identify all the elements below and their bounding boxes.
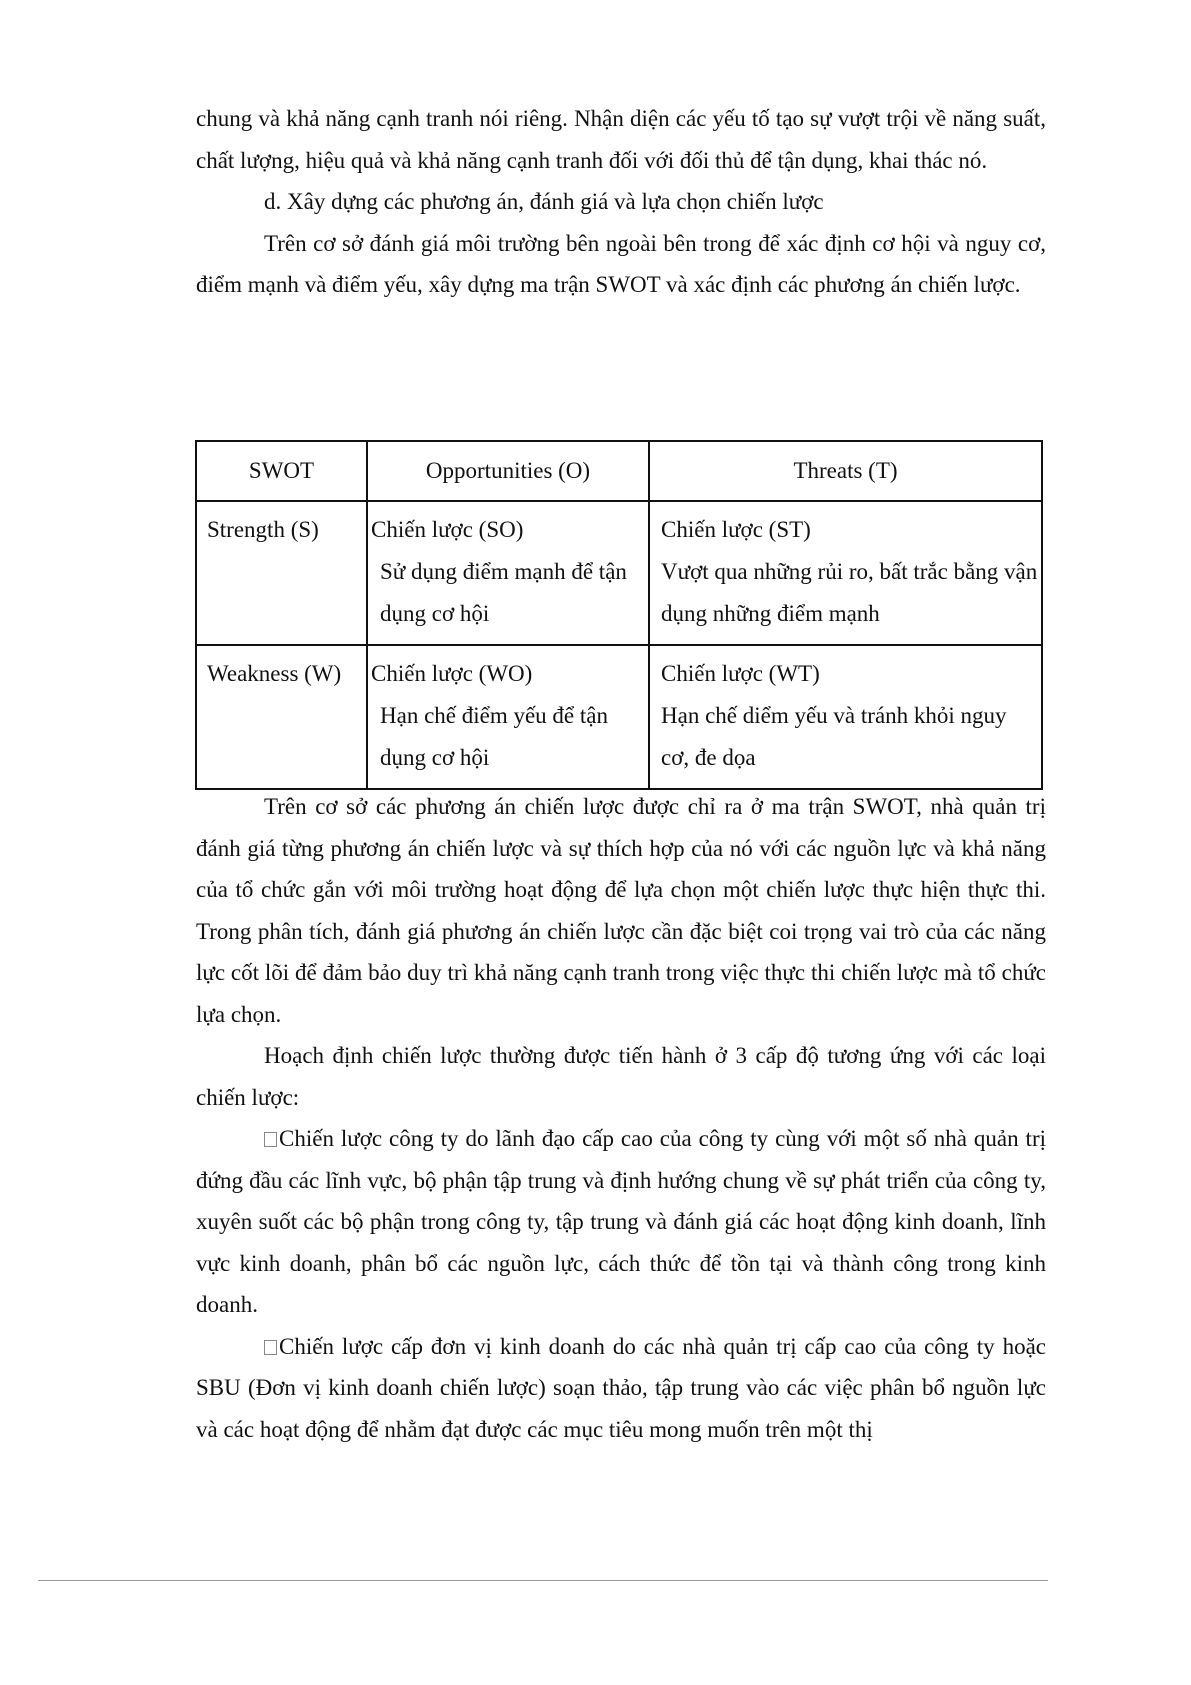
row-label: Strength (S) [207, 517, 319, 542]
swot-header-threats: Threats (T) [649, 441, 1042, 501]
strategy-description: Vượt qua những rủi ro, bất trắc bằng vận dụng những điểm mạnh [661, 559, 1038, 626]
swot-cell-weakness-label [196, 645, 367, 789]
intro-paragraph: chung và khả năng cạnh tranh nói riêng. Nhận diện các yếu tố tạo sự vượt trội về năng suất, chất lượng, hiệu quả và khả năng cạnh tranh đối với đối thủ để tận dụng, khai thác nó. [196, 106, 1046, 173]
body-paragraph-2: Hoạch định chiến lược thường được tiến hành ở 3 cấp độ tương ứng với các loại chiến lược: [196, 1043, 1046, 1110]
bullet-item-2 [196, 1326, 1046, 1451]
swot-cell-strength-label [196, 501, 367, 645]
swot-cell-st [649, 501, 1042, 645]
strategy-title: Chiến lược (ST) [661, 517, 811, 542]
section-d-heading: d. Xây dựng các phương án, đánh giá và lựa chọn chiến lược [264, 189, 824, 214]
footer-divider [38, 1580, 1048, 1581]
strategy-description: Hạn chế diểm yếu và tránh khỏi nguy cơ, đe dọa [661, 703, 1007, 770]
section-d-paragraph: Trên cơ sở đánh giá môi trường bên ngoài bên trong để xác định cơ hội và nguy cơ, điểm mạnh và điểm yếu, xây dựng ma trận SWOT và xác định các phương án chiến lược. [196, 230, 1046, 297]
bullet-text: Chiến lược cấp đơn vị kinh doanh do các nhà quản trị cấp cao của công ty hoặc SBU (Đơn vị kinh doanh chiến lược) soạn thảo, tập trung vào các việc phân bổ nguồn lực và các hoạt động để nhằm đạt được các mục tiêu mong muốn trên một thị [196, 1333, 1046, 1442]
swot-row-strength [196, 501, 1042, 645]
bullet-item-1 [196, 1118, 1046, 1326]
row-label: Weakness (W) [207, 661, 342, 686]
swot-cell-wt [649, 645, 1042, 789]
strategy-title: Chiến lược (WT) [661, 661, 820, 686]
strategy-description: Sử dụng điểm mạnh để tận dụng cơ hội [380, 559, 627, 626]
swot-matrix-table [195, 440, 1043, 790]
bullet-box-icon [264, 1132, 277, 1147]
body-paragraph-1: Trên cơ sở các phương án chiến lược được chỉ ra ở ma trận SWOT, nhà quản trị đánh giá từng phương án chiến lược và sự thích hợp của nó với các nguồn lực và khả năng của tổ chức gắn với môi trường hoạt động để lựa chọn một chiến lược thực hiện thực thi. Trong phân tích, đánh giá phương án chiến lược cần đặc biệt coi trọng vai trò của các năng lực cốt lõi để đảm bảo duy trì khả năng cạnh tranh trong việc thực thi chiến lược mà tổ chức lựa chọn. [196, 794, 1046, 1027]
intro-block [196, 98, 1046, 306]
swot-cell-so [367, 501, 649, 645]
body-block [196, 786, 1046, 1450]
swot-header-row [196, 441, 1042, 501]
swot-row-weakness [196, 645, 1042, 789]
bullet-text: Chiến lược công ty do lãnh đạo cấp cao của công ty cùng với một số nhà quản trị đứng đầu các lĩnh vực, bộ phận tập trung và định hướng chung về sự phát triển của công ty, xuyên suốt các bộ phận trong công ty, tập trung và đánh giá các hoạt động kinh doanh, lĩnh vực kinh doanh, phân bổ các nguồn lực, cách thức để tồn tại và thành công trong kinh doanh. [196, 1126, 1046, 1317]
swot-header-opportunities: Opportunities (O) [367, 441, 649, 501]
strategy-description: Hạn chế điểm yếu để tận dụng cơ hội [380, 703, 608, 770]
bullet-box-icon [264, 1340, 277, 1355]
strategy-title: Chiến lược (SO) [371, 517, 524, 542]
swot-cell-wo [367, 645, 649, 789]
strategy-title: Chiến lược (WO) [371, 661, 533, 686]
swot-header-swot: SWOT [196, 441, 367, 501]
